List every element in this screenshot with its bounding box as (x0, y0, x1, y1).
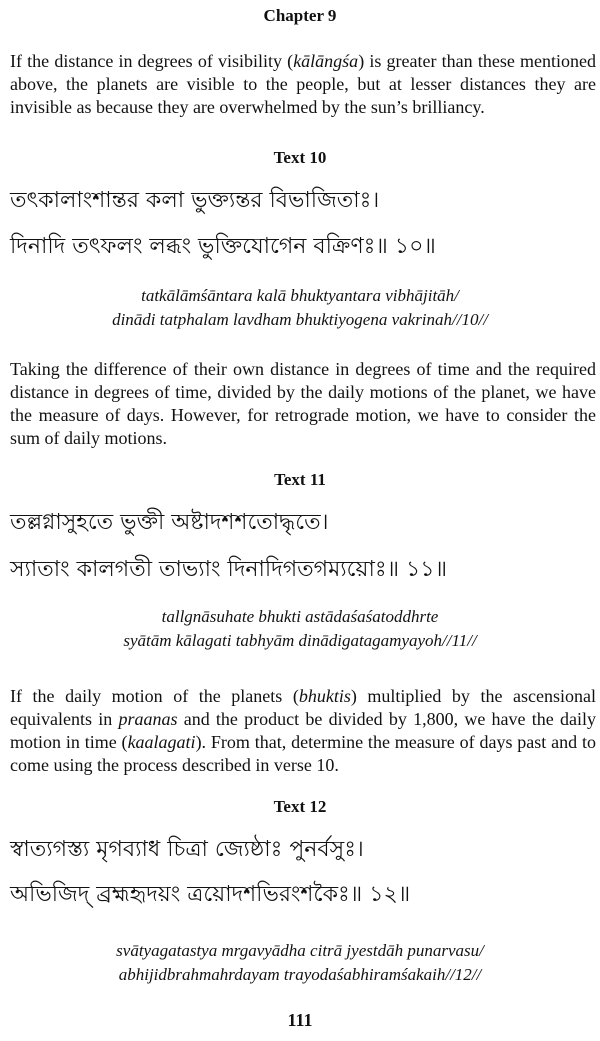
text-11-heading: Text 11 (274, 470, 326, 489)
text-11-expl-part-1: If the daily motion of the planets ( (10, 686, 299, 706)
text-12-heading: Text 12 (273, 797, 327, 816)
text-10-transliteration-line-2: dinādi tatphalam lavdham bhuktiyogena vakrinah//10// (112, 310, 488, 329)
text-11-term-bhuktis: bhuktis (298, 686, 351, 706)
text-12-transliteration-line-2: abhijidbrahmahrdayam trayodaśabhiramśakaih//12// (118, 965, 482, 984)
text-11-expl-part-4: ). From that, determine the measure of days past and to come using the process described in verse 10. (10, 732, 596, 775)
text-11-transliteration-line-1: tallgnāsuhate bhukti astādaśaśatoddhrte (161, 607, 439, 626)
intro-term-kalangsa: kālāngśa (293, 51, 359, 71)
text-11-expl-part-2: ) multiplied by the ascensional equivalents in (10, 686, 596, 729)
text-11-term-kaalagati: kaalagati (127, 732, 196, 752)
text-11-explanation (10, 685, 596, 777)
text-10-transliteration-line-1: tatkālāmśāntara kalā bhuktyantara vibhājitāh/ (141, 286, 459, 305)
page-number: 111 (287, 1010, 313, 1030)
text-11-transliteration-line-2: syātām kālagati tabhyām dinādigatagamyayoh//11// (123, 631, 477, 650)
text-11-verse-line-1: তল্লগ্নাসুহতে ভুক্তী অষ্টাদশশতোদ্ধৃতে। (10, 510, 329, 535)
intro-text-end: ) is greater than these mentioned above, the planets are visible to the people, but at lesser distances they are invisible as because they are overwhelmed by the sun’s brilliancy. (10, 51, 596, 117)
text-12-transliteration-line-1: svātyagatastya mrgavyādha citrā jyestdāh punarvasu/ (116, 941, 484, 960)
text-12-verse-line-1: স্বাত্যগস্ত্য মৃগব্যাধ চিত্রা জ্যেষ্ঠাঃ পুনর্বসুঃ। (10, 837, 364, 862)
text-11-term-praanas: praanas (118, 709, 178, 729)
text-10-heading: Text 10 (273, 148, 327, 167)
text-11-expl-part-3: and the product be divided by 1,800, we have the daily motion in time ( (10, 709, 596, 752)
chapter-header: Chapter 9 (263, 6, 337, 25)
text-10-explanation: Taking the difference of their own distance in degrees of time and the required distance in degrees of time, divided by the daily motions of the planet, we have the measure of days. However, for retrograde motion, we have to consider the sum of daily motions. (10, 359, 596, 448)
text-11-verse-line-2: স্যাতাং কালগতী তাভ্যাং দিনাদিগতগম্যয়োঃ॥ ১১॥ (10, 557, 448, 582)
text-10-verse-line-1: তৎকালাংশান্তর কলা ভুক্ত্যন্তর বিভাজিতাঃ। (10, 188, 380, 213)
text-12-verse-line-2: অভিজিদ্ ব্রহ্মহৃদয়ং ত্রয়োদশভিরংশকৈঃ॥ ১২॥ (10, 882, 411, 907)
intro-paragraph (10, 50, 596, 119)
text-10-verse-line-2: দিনাদি তৎফলং লব্ধং ভুক্তিযোগেন বক্রিণঃ॥ ১০॥ (10, 234, 436, 259)
intro-text-start: If the distance in degrees of visibility ( (10, 51, 294, 71)
